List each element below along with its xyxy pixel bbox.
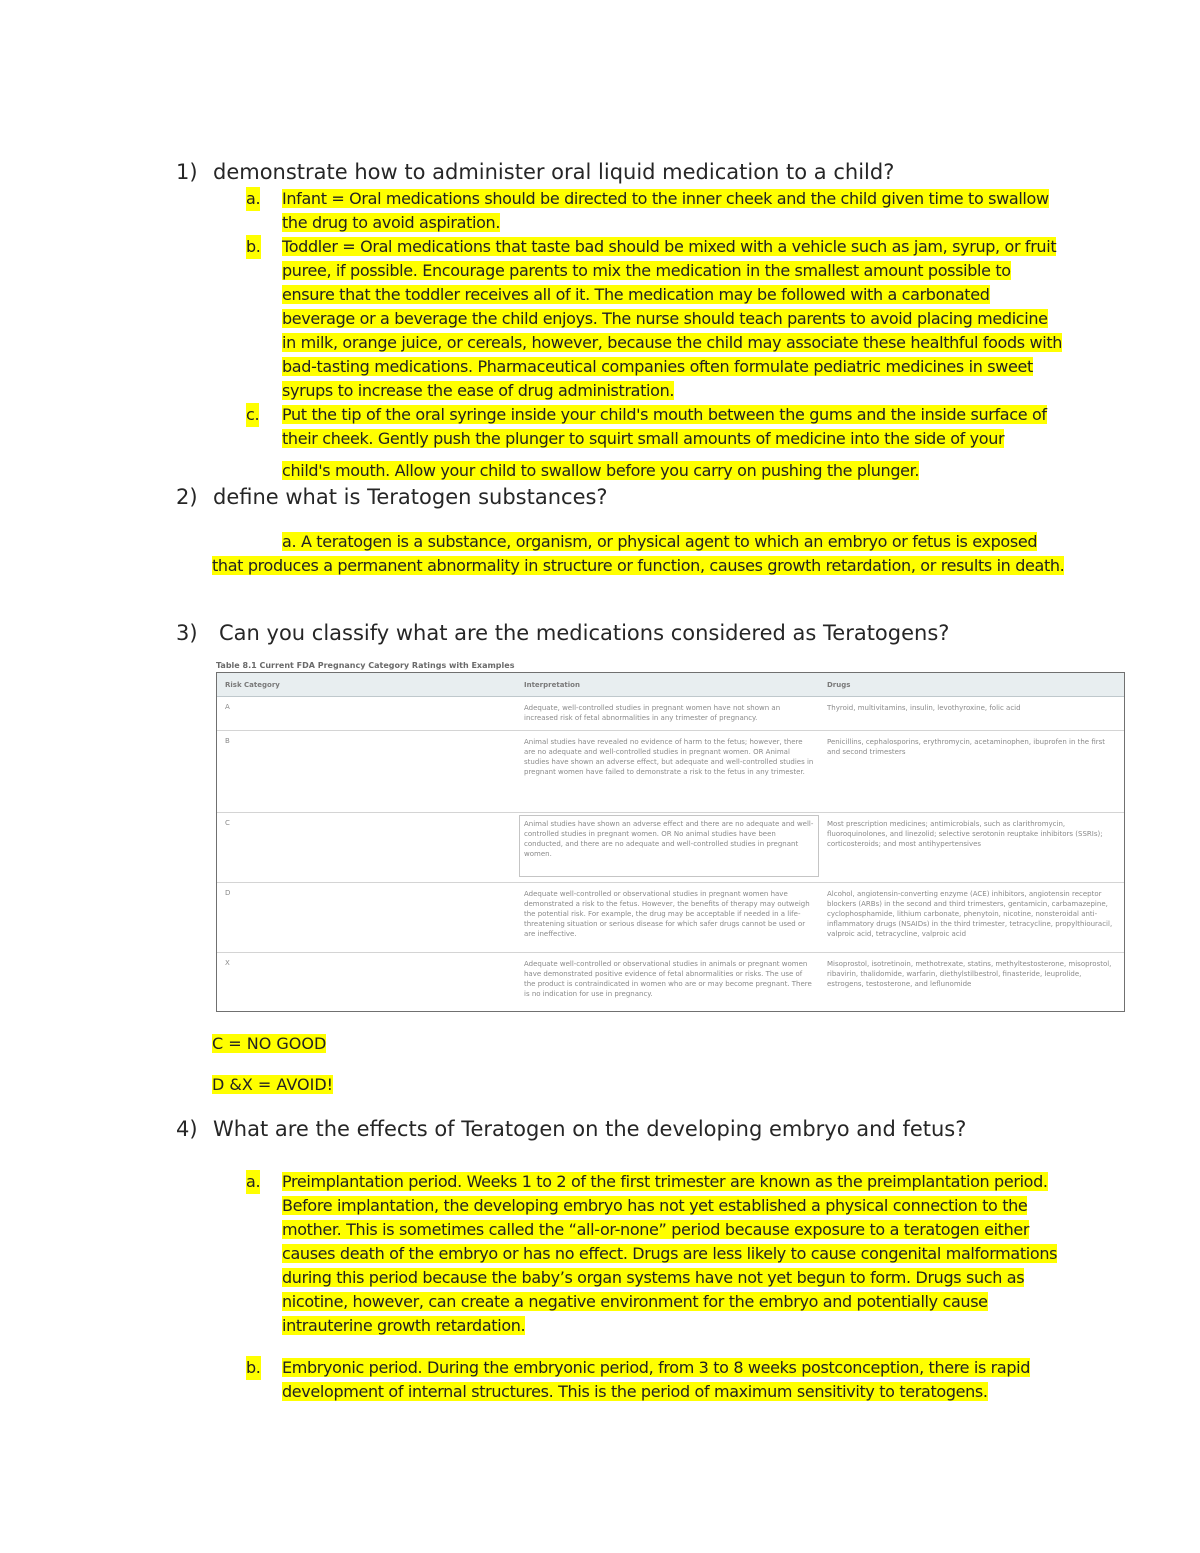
q2-answer-text: A teratogen is a substance, organism, or physical agent to which an embryo or fetus is exposed that produces a permanent abnormality in structure or function, causes growth retardation, or results in death. <box>212 532 1065 575</box>
table-cell-interpretation: Adequate well-controlled or observational studies in animals or pregnant women have demonstrated positive evidence of fetal abnormalities or risks. The use of the product is contraindicated in women who are or may become pregnant. There is no indication for use in pregnancy. <box>524 960 812 998</box>
table-cell-category: C <box>225 819 230 827</box>
q2-answer-label: a. <box>282 532 297 551</box>
table-row <box>217 697 1124 731</box>
question-3-title: Can you classify what are the medications considered as Teratogens? <box>219 621 950 645</box>
q4-answer-a-label: a. <box>246 1170 260 1194</box>
q1-answer-a <box>246 187 1066 235</box>
table-cell-drugs: Penicillins, cephalosporins, erythromycin, acetaminophen, ibuprofen in the first and second trimesters <box>827 738 1106 756</box>
note-c <box>212 1032 326 1056</box>
table-row <box>217 813 1124 883</box>
q4-answer-a-text: Preimplantation period. Weeks 1 to 2 of the first trimester are known as the preimplantation period. Before implantation, the developing embryo has not yet established a physical connection to the mother. This is sometimes called the “all-or-none” period because exposure to a teratogen either causes death of the embryo or has no effect. Drugs are less likely to cause congenital malformations during this period because the baby’s organ systems have not yet begun to form. Drugs such as nicotine, however, can create a negative environment for the embryo and potentially cause intrauterine growth retardation. <box>282 1172 1058 1335</box>
q1-answer-a-text: Infant = Oral medications should be directed to the inner cheek and the child given time to swallow the drug to avoid aspiration. <box>282 189 1049 232</box>
question-3-number: 3) <box>176 621 198 645</box>
table-header-drugs: Drugs <box>827 681 851 689</box>
table-row <box>217 883 1124 953</box>
note-dx-text: D &X = AVOID! <box>212 1075 334 1094</box>
table-cell-drugs: Misoprostol, isotretinoin, methotrexate, statins, methyltestosterone, misoprostol, ribavirin, thalidomide, warfarin, diethylstilbestrol, finasteride, leuprolide, estrogens, testosterone, and leflunomide <box>827 960 1112 988</box>
table-cell-category: A <box>225 703 230 711</box>
question-3-heading <box>176 621 949 646</box>
question-2-heading <box>176 485 608 510</box>
question-2-number: 2) <box>176 485 198 509</box>
q2-answer <box>212 530 1072 578</box>
question-1-number: 1) <box>176 160 198 184</box>
q1-answer-c-text: Put the tip of the oral syringe inside your child's mouth between the gums and the inside surface of their cheek. Gently push the plunger to squirt small amounts of medicine into the side of your <box>282 405 1047 448</box>
table-cell-interpretation: Animal studies have shown an adverse effect and there are no adequate and well-controlled studies in pregnant women. OR No animal studies have been conducted, and there are no adequate and well-controlled studies in pregnant women. <box>524 820 814 858</box>
table-cell-drugs: Alcohol, angiotensin-converting enzyme (ACE) inhibitors, angiotensin receptor blockers (ARBs) in the second and third trimesters, gentamicin, carbamazepine, cyclophosphamide, lithium carbonate, phenytoin, nicotine, nonsteroidal anti-inflammatory drugs (NSAIDs) in the third trimester, tetracycline, propylthiouracil, valproic acid, tetracycline, valproic acid <box>827 890 1113 938</box>
table-cell-interpretation: Animal studies have revealed no evidence of harm to the fetus; however, there are no adequate and well-controlled studies in pregnant women. OR Animal studies have shown an adverse effect, but adequate and well-controlled studies in pregnant women have failed to demonstrate a risk to the fetus in any trimester. <box>524 738 814 776</box>
table-cell-category: X <box>225 959 230 967</box>
question-4-heading <box>176 1117 1036 1142</box>
table-cell-category: D <box>225 889 231 897</box>
q1-answer-c-text-last: child's mouth. Allow your child to swallow before you carry on pushing the plunger. <box>282 461 920 480</box>
q4-answer-a <box>246 1170 1066 1338</box>
table-row <box>217 953 1124 1011</box>
table-cell-category: B <box>225 737 230 745</box>
table-cell-drugs: Most prescription medicines; antimicrobials, such as clarithromycin, fluoroquinolones, and linezolid; selective serotonin reuptake inhibitors (SSRIs); corticosteroids; and most antihypertensives <box>827 820 1103 848</box>
q1-answer-a-label: a. <box>246 187 260 211</box>
table-cell-interpretation: Adequate well-controlled or observational studies in pregnant women have demonstrated a risk to the fetus. However, the benefits of therapy may outweigh the potential risk. For example, the drug may be acceptable if needed in a life-threatening situation or serious disease for which safer drugs cannot be used or are ineffective. <box>524 890 810 938</box>
table-row <box>217 731 1124 813</box>
table-header <box>217 673 1124 697</box>
note-c-text: C = NO GOOD <box>212 1034 327 1053</box>
question-1-heading <box>176 160 894 185</box>
question-1-title: demonstrate how to administer oral liquid medication to a child? <box>213 160 895 184</box>
q1-answer-c-label: c. <box>246 403 259 427</box>
table-cell-interpretation: Adequate, well-controlled studies in pregnant women have not shown an increased risk of fetal abnormalities in any trimester of pregnancy. <box>524 704 781 722</box>
table-cell-drugs: Thyroid, multivitamins, insulin, levothyroxine, folic acid <box>827 704 1021 712</box>
q1-answer-b-label: b. <box>246 235 261 259</box>
question-4-title: What are the effects of Teratogen on the developing embryo and fetus? <box>213 1117 967 1141</box>
q4-answer-b-text: Embryonic period. During the embryonic period, from 3 to 8 weeks postconception, there is rapid development of internal structures. This is the period of maximum sensitivity to teratogens. <box>282 1358 1031 1401</box>
table-caption: Table 8.1 Current FDA Pregnancy Category Ratings with Examples <box>216 661 515 670</box>
q1-answer-c <box>246 403 1066 483</box>
table-header-interpretation: Interpretation <box>524 681 580 689</box>
question-2-title: define what is Teratogen substances? <box>213 485 608 509</box>
note-dx <box>212 1073 333 1097</box>
q4-answer-b-label: b. <box>246 1356 261 1380</box>
table-header-risk: Risk Category <box>225 681 280 689</box>
q1-answer-b-text: Toddler = Oral medications that taste bad should be mixed with a vehicle such as jam, syrup, or fruit puree, if possible. Encourage parents to mix the medication in the smallest amount possible to ensure that the toddler receives all of it. The medication may be followed with a carbonated beverage or a beverage the child enjoys. The nurse should teach parents to avoid placing medicine in milk, orange juice, or cereals, however, because the child may associate these healthful foods with bad-tasting medications. Pharmaceutical companies often formulate pediatric medicines in sweet syrups to increase the ease of drug administration. <box>282 237 1063 400</box>
fda-category-table <box>216 672 1125 1012</box>
q4-answer-b <box>246 1356 1066 1404</box>
question-4-number: 4) <box>176 1117 198 1141</box>
q1-answer-b <box>246 235 1066 403</box>
